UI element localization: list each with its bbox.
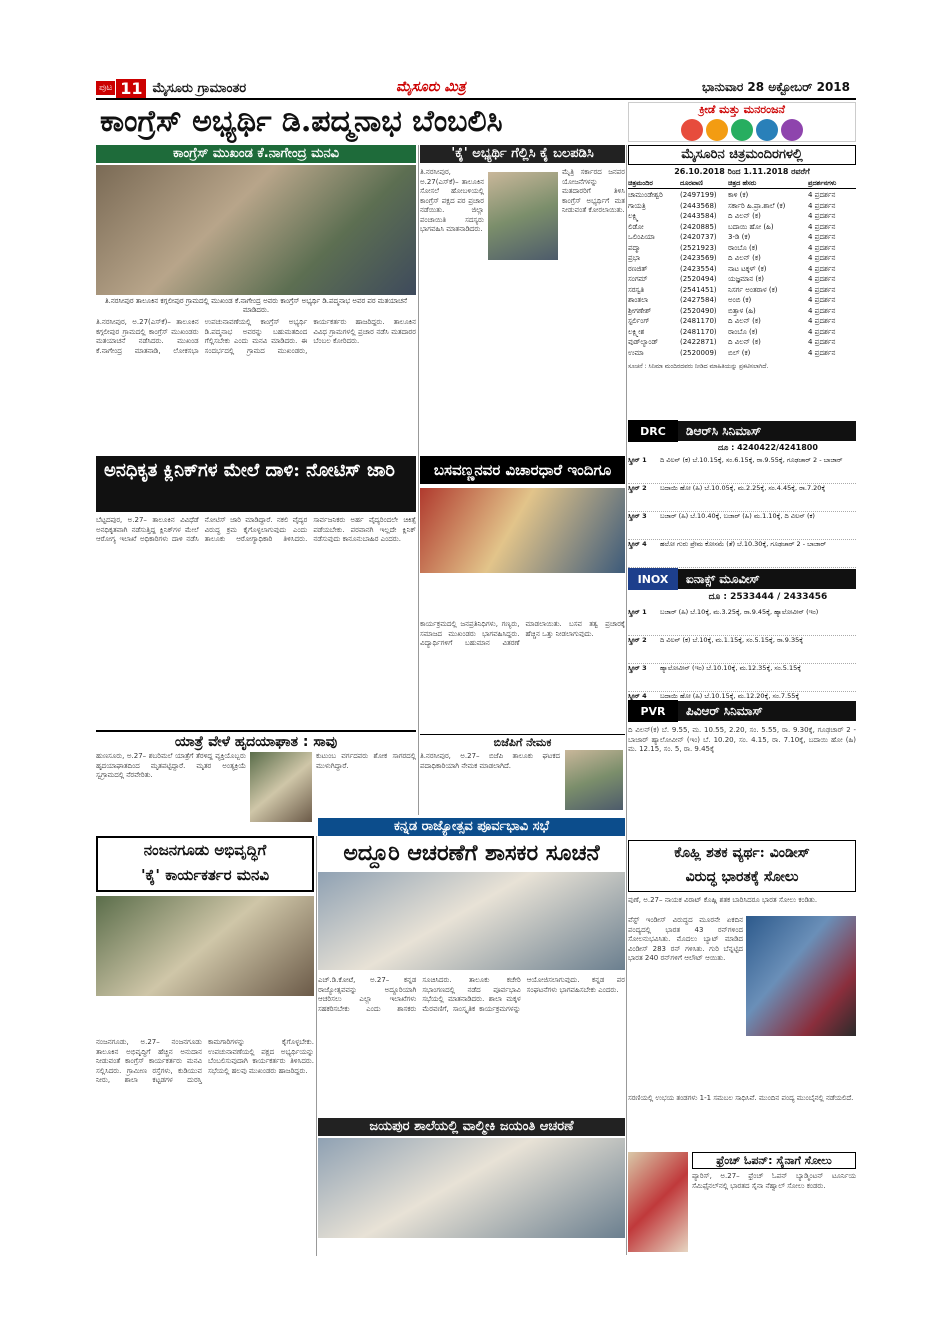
cinema-name: ಸಂಗಮ್ [628,275,648,283]
clinic-headline: ಅನಧಿಕೃತ ಕ್ಲಿನಿಕ್‌ಗಳ ಮೇಲೆ ದಾಳಿ: ನೋಟಿಸ್ ಜಾರಿ [96,456,416,512]
pvr-showtimes: ದಿ ವಿಲನ್(ಕ) ಬೆ. 9.55, ಮ. 10.55, 2.20, ಸಂ. 5.55, ರಾ. 9.30ಕ್ಕೆ, ಗೂಢಚಾರ್ 2 - ಬಾಜಾರ್ ಹ್ಯಾಲೋವೀನ್ (ಇಂ) ಬೆ. 10.20, ಸಂ. 4.15, ರಾ. 7.10ಕ್ಕೆ, ಬದಾಯಿ ಹೋ (ಹಿ) ಮ. 12.15, ಸಂ. 5, ರಾ. 9.45ಕ್ಕೆ [628,726,856,753]
kohli-photo [746,916,856,1036]
screen-row [628,636,856,664]
inox-header [628,568,856,590]
pvr-header [628,700,856,722]
main-headline: ಕಾಂಗ್ರೆಸ್ ಅಭ್ಯರ್ಥಿ ಡಿ.ಪದ್ಮನಾಭ ಬೆಂಬಲಿಸಿ [100,104,503,139]
story-filler: ಹುಣಸೂರು, ಅ.27– ಶಬರಿಮಲೆ ಯಾತ್ರೆಗೆ ತೆರಳಿದ್ದ ವ್ಯಕ್ತಿಯೊಬ್ಬರು ಹೃದಯಾಘಾತದಿಂದ ಮೃತಪಟ್ಟಿದ್ದಾರೆ. ಮೃತರ ಅಂತ್ಯಕ್ರಿಯೆ ಸ್ವಗ್ರಾಮದಲ್ಲಿ ನೆರವೇರಿತು. [96,752,246,779]
cinema-film: ದಿ ವಿಲನ್ (ಕ) [728,254,761,262]
cinema-name: ಪದ್ಮಾ [628,243,641,252]
cinema-note: ಸೂಚನೆ : ಸಿನಿಮಾ ಮಂದಿರದವರು ನೀಡಿದ ಮಾಹಿತಿಯನ್ನು ಪ್ರಕಟಿಸಲಾಗಿದೆ. [628,363,769,370]
cinema-shows: 4 ಪ್ರದರ್ಶನ [808,327,836,336]
sub-headline-1: ಕಾಂಗ್ರೆಸ್ ಮುಖಂಡ ಕೆ.ನಾಗೇಂದ್ರ ಮನವಿ [96,145,416,163]
saina-headline: ಫ್ರೆಂಚ್ ಓಪನ್: ಸೈನಾಗೆ ಸೋಲು [692,1152,856,1169]
cinema-name: ಶ್ರೀಗಣೇಶ್ [628,306,652,315]
cinema-film: ಬದಾಯಿ ಹೋ (ಹಿ) [728,222,774,231]
cinema-film: ಯಜ್ಞಮಾನ (ಕ) [728,275,765,283]
col-phone: ದೂರವಾಣಿ [680,179,703,187]
cinema-phone: (2420737) [680,233,717,241]
cinema-shows: 4 ಪ್ರದರ್ಶನ [808,243,836,252]
nanjangud-headline [96,836,314,892]
screen-row [628,540,856,568]
screen-showtimes: ದಿ ವಿಲನ್ (ಕ) ಬೆ.10ಕ್ಕೆ, ಮ.1.15ಕ್ಕೆ, ಸಂ.5.15ಕ್ಕೆ, ರಾ.9.35ಕ್ಕೆ [660,636,804,644]
cinema-name: ಲಿಡೋ [628,222,644,231]
lead-photo [96,165,416,295]
pvr-name: ಪಿವಿಆರ್ ಸಿನಿಮಾಸ್ [678,701,856,721]
sport-icon [781,119,803,141]
kohli-title-1: ಕೊಹ್ಲಿ ಶತಕ ವ್ಯರ್ಥ: ವಿಂಡೀಸ್ [674,845,810,861]
sports-icons [629,119,855,141]
cinema-name: ಚಾಮುಂಡೇಶ್ವರಿ [628,191,663,199]
sports-banner-title: ಕ್ರೀಡೆ ಮತ್ತು ಮನರಂಜನೆ [699,103,785,116]
clinic-story-text [96,516,416,726]
page-number-block [96,78,246,98]
nanjangud-story-text-2 [208,1038,314,1258]
cinema-row [628,190,856,201]
screen-label: ಸ್ಕ್ರೀನ್ 2 [628,636,647,644]
cinema-row [628,274,856,285]
basava-headline: ಬಸವಣ್ಣನವರ ವಿಚಾರಧಾರೆ ಇಂದಿಗೂ [420,456,625,484]
cinema-film: ಸರ್ಕಾರಿ ಹಿ.ಪ್ರಾ.ಶಾಲೆ (ಕ) [728,201,786,210]
screen-label: ಸ್ಕ್ರೀನ್ 4 [628,540,647,548]
cinema-title: ಮೈಸೂರಿನ ಚಿತ್ರಮಂದಿರಗಳಲ್ಲಿ [628,145,856,165]
story2-col3 [562,168,625,418]
saina-story-text [692,1172,856,1252]
cinema-row [628,285,856,296]
page-label: ಪುಟ [96,81,115,95]
cinema-phone: (2520009) [680,348,717,357]
cinema-phone: (2521923) [680,243,717,252]
screen-label: ಸ್ಕ್ರೀನ್ 2 [628,484,647,492]
cinema-shows: 4 ಪ್ರದರ್ಶನ [808,201,836,210]
valmiki-photo [318,1138,625,1238]
cinema-shows: 4 ಪ್ರದರ್ಶನ [808,306,836,315]
screen-showtimes: ಬದಾಯಿ ಹೋ (ಹಿ) ಬೆ.10.15ಕ್ಕೆ, ಮ.12.20ಕ್ಕೆ, ಸಂ.7.55ಕ್ಕೆ [660,692,800,700]
drc-screens [628,456,856,568]
nanjangud-title-1: ನಂಜನಗೂಡು ಅಭಿವೃದ್ಧಿಗೆ [143,841,267,859]
screen-label: ಸ್ಕ್ರೀನ್ 1 [628,456,647,464]
screen-showtimes: ಬಜಾರ್ (ಹಿ) ಬೆ.10ಕ್ಕೆ, ಮ.3.25ಕ್ಕೆ, ರಾ.9.45ಕ್ಕೆ, ಹ್ಯಾಲೋವೀನ್ (ಇಂ) [660,608,819,616]
screen-label: ಸ್ಕ್ರೀನ್ 1 [628,608,647,616]
col-shows: ಪ್ರದರ್ಶನಗಳು [808,179,837,187]
story-filler: ಸರಣಿಯಲ್ಲಿ ಉಭಯ ತಂಡಗಳು 1-1 ಸಮಬಲ ಸಾಧಿಸಿವೆ. ಮುಂದಿನ ಪಂದ್ಯ ಮುಂಬೈನಲ್ಲಿ ನಡೆಯಲಿದೆ. [628,1094,854,1102]
sport-icon [756,119,778,141]
drc-header [628,420,856,442]
screen-label: ಸ್ಕ್ರೀನ್ 3 [628,664,647,672]
bjp-photo [565,750,623,810]
story-filler: ಕುಟುಂಬ ವರ್ಗದವರು ಶೋಕ ಸಾಗರದಲ್ಲಿ ಮುಳುಗಿದ್ದಾರೆ. [316,752,416,770]
cinema-phone: (2541451) [680,285,717,294]
cinema-film: 3-ಡಿ (ಕ) [728,233,751,241]
kannada-headline: ಅದ್ದೂರಿ ಆಚರಣೆಗೆ ಶಾಸಕರ ಸೂಚನೆ [343,840,600,866]
column-rule [418,145,419,815]
story2-col1 [420,168,484,418]
cinema-name: ಉಮಾ [628,348,644,357]
lead-photo-caption: ತಿ.ನರಸೀಪುರ ತಾಲೂಕಿನ ಕಗ್ಗಲೀಪುರ ಗ್ರಾಮದಲ್ಲಿ ಮುಖಂಡ ಕೆ.ನಾಗೇಂದ್ರ ಅವರು ಕಾಂಗ್ರೆಸ್ ಅಭ್ಯರ್ಥಿ ಡಿ.ಪದ್ಮನಾಭ ಅವರ ಪರ ಮತಯಾಚನೆ ಮಾಡಿದರು. [104,297,408,314]
valmiki-bar: ಜಯಪುರ ಶಾಲೆಯಲ್ಲಿ ವಾಲ್ಮೀಕಿ ಜಯಂತಿ ಆಚರಣೆ [318,1118,625,1136]
cinema-phone: (2422871) [680,338,717,346]
cinema-name: ಲಕ್ಷ್ಮಿ [628,212,639,220]
basava-story-text-2 [420,620,625,732]
drc-logo: DRC [628,420,678,442]
masthead [96,78,856,100]
screen-row [628,456,856,484]
story-filler: ಬೆಟ್ಟದಪುರ, ಅ.27– ತಾಲೂಕಿನ ವಿವಿಧೆಡೆ ಅನಧಿಕೃತವಾಗಿ ನಡೆಸುತ್ತಿದ್ದ ಕ್ಲಿನಿಕ್‌ಗಳ ಮೇಲೆ ಆರೋಗ್ಯ ಇಲಾಖೆ ಅಧಿಕಾರಿಗಳು ದಾಳಿ ನಡೆಸಿ ನೋಟಿಸ್ ಜಾರಿ ಮಾಡಿದ್ದಾರೆ. ನಕಲಿ ವೈದ್ಯರ ವಿರುದ್ಧ ಕ್ರಮ ಕೈಗೊಳ್ಳಲಾಗುವುದು ಎಂದು ತಾಲೂಕು ಆರೋಗ್ಯಾಧಿಕಾರಿ ತಿಳಿಸಿದರು. ಸಾರ್ವಜನಿಕರು ಅರ್ಹ ವೈದ್ಯರಿಂದಲೇ ಚಿಕಿತ್ಸೆ ಪಡೆಯಬೇಕು. ಪರವಾನಗಿ ಇಲ್ಲದೇ ಕ್ಲಿನಿಕ್ ನಡೆಸುವುದು ಕಾನೂನುಬಾಹಿರ ಎಂದರು. [96,516,416,543]
cinema-film: ದಿ ವಿಲನ್ (ಕ) [728,338,761,346]
story-filler: ಎಚ್.ಡಿ.ಕೋಟೆ, ಅ.27– ಕನ್ನಡ ರಾಜ್ಯೋತ್ಸವವನ್ನು ಅದ್ದೂರಿಯಾಗಿ ಆಚರಿಸಲು ಎಲ್ಲಾ ಇಲಾಖೆಗಳು ಸಹಕರಿಸಬೇಕು ಎಂದು ಶಾಸಕರು ಸೂಚಿಸಿದರು. ತಾಲೂಕು ಕಚೇರಿ ಸಭಾಂಗಣದಲ್ಲಿ ನಡೆದ ಪೂರ್ವಭಾವಿ ಸಭೆಯಲ್ಲಿ ಮಾತನಾಡಿದರು. ಶಾಲಾ ಮಕ್ಕಳ ಮೆರವಣಿಗೆ, ಸಾಂಸ್ಕೃತಿಕ ಕಾರ್ಯಕ್ರಮಗಳನ್ನು ಆಯೋಜಿಸಲಾಗುವುದು. ಕನ್ನಡ ಪರ ಸಂಘಟನೆಗಳು ಭಾಗವಹಿಸಬೇಕು ಎಂದರು. [318,976,625,1013]
issue-date: ಭಾನುವಾರ 28 ಅಕ್ಟೋಬರ್ 2018 [702,80,850,94]
kohli-lead [628,896,856,914]
cinema-phone: (2520490) [680,306,717,315]
cinema-name: ಲಕ್ಷ್ಮೀಶ [628,327,645,336]
inox-logo: INOX [628,568,678,590]
paper-name: ಮೈಸೂರು ಮಿತ್ರ [396,79,466,95]
screen-label: ಸ್ಕ್ರೀನ್ 4 [628,692,647,700]
cinema-phone: (2423569) [680,254,717,262]
cinema-film: ನಾಟ ಟಕ್ಕಳ್ (ಕ) [728,264,767,273]
yatre-story-text [96,752,246,832]
sport-icon [681,119,703,141]
nanjangud-photo [96,896,314,996]
screen-row [628,608,856,636]
screen-label: ಸ್ಕ್ರೀನ್ 3 [628,512,647,520]
cinema-phone: (2423554) [680,264,717,273]
cinema-shows: 4 ಪ್ರದರ್ಶನ [808,348,836,357]
cinema-list [628,190,856,358]
cinema-phone: (2443584) [680,212,717,220]
kohli-story-text [628,916,743,1091]
screen-showtimes: ದಿ ವಿಲನ್ (ಕ) ಬೆ.10.15ಕ್ಕೆ, ಸಂ.6.15ಕ್ಕೆ, ರಾ.9.55ಕ್ಕೆ, ಗೂಢಚಾರ್ 2 - ಬಾಜಾರ್ [660,456,843,464]
column-rule [626,145,627,1255]
cinema-row [628,243,856,254]
saina-photo [628,1152,688,1252]
cinema-film: ಬಿತ್ತಾಳ (ಹಿ) [728,306,756,315]
cinema-row [628,253,856,264]
cinema-dates: 26.10.2018 ರಿಂದ 1.11.2018 ರವರೆಗೆ [674,167,810,176]
column-rule [316,836,317,1256]
cinema-row [628,337,856,348]
cinema-row [628,232,856,243]
cinema-phone: (2520494) [680,275,717,283]
cinema-name: ಪ್ರಭಾ [628,254,641,262]
bjp-story-text [420,752,560,812]
cinema-row [628,264,856,275]
inox-name: ಐನಾಕ್ಸ್ ಮೂವೀಸ್ [678,569,856,589]
cinema-shows: 4 ಪ್ರದರ್ಶನ [808,264,836,273]
col-theatre: ಚಿತ್ರಮಂದಿರ [628,179,653,187]
cinema-film: ರಾಂಬೊ (ಕ) [728,243,758,252]
cinema-name: ಒಲಿಂಪಿಯಾ [628,233,655,241]
cinema-film: ದಿ ವಿಲನ್ (ಕ) [728,317,761,325]
cinema-phone: (2427584) [680,296,717,304]
cinema-phone: (2481170) [680,327,717,336]
page-number: 11 [116,79,146,98]
screen-row [628,664,856,692]
cinema-phone: (2497199) [680,191,717,199]
story-filler: ತಿ.ನರಸೀಪುರ, ಅ.27(ಎಸ್‌ಕೆ)– ತಾಲೂಕಿನ ಸೋಸಲೆ ಹೋಬಳಿಯಲ್ಲಿ ಕಾಂಗ್ರೆಸ್ ಪಕ್ಷದ ಪರ ಪ್ರಚಾರ ನಡೆಯಿತು. ಜಿಲ್ಲಾ ಪಂಚಾಯಿತಿ ಸದಸ್ಯರು ಭಾಗವಹಿಸಿ ಮಾತನಾಡಿದರು. [420,168,484,233]
yatre-headline: ಯಾತ್ರೆ ವೇಳೆ ಹೃದಯಾಘಾತ : ಸಾವು [96,730,416,752]
cinema-row [628,295,856,306]
cinema-shows: 4 ಪ್ರದರ್ಶನ [808,191,836,199]
kannada-story-text [318,976,625,1116]
kannada-photo [318,872,625,970]
cinema-shows: 4 ಪ್ರದರ್ಶನ [808,254,836,262]
pvr-logo: PVR [628,700,678,722]
cinema-shows: 4 ಪ್ರದರ್ಶನ [808,285,836,294]
cinema-row [628,222,856,233]
story-filler: ನಂಜನಗೂಡು, ಅ.27– ನಂಜನಗೂಡು ತಾಲೂಕಿನ ಅಭಿವೃದ್ಧಿಗೆ ಹೆಚ್ಚಿನ ಅನುದಾನ ನೀಡುವಂತೆ ಕಾಂಗ್ರೆಸ್ ಕಾರ್ಯಕರ್ತರು ಮನವಿ ಸಲ್ಲಿಸಿದರು. ಗ್ರಾಮೀಣ ರಸ್ತೆಗಳು, ಕುಡಿಯುವ ನೀರು, ಶಾಲಾ ಕಟ್ಟಡಗಳ ದುರಸ್ತಿ ಕಾಮಗಾರಿಗಳನ್ನು ಕೈಗೊಳ್ಳಬೇಕು. ಉಪಚುನಾವಣೆಯಲ್ಲಿ ಪಕ್ಷದ ಅಭ್ಯರ್ಥಿಯನ್ನು ಬೆಂಬಲಿಸುವುದಾಗಿ ಕಾರ್ಯಕರ್ತರು ತಿಳಿಸಿದರು. ಸಭೆಯಲ್ಲಿ ಹಲವು ಮುಖಂಡರು ಹಾಜರಿದ್ದರು. [96,1038,314,1084]
sub-headline-2: 'ಕೈ' ಅಭ್ಯರ್ಥಿ ಗೆಲ್ಲಿಸಿ ಕೈ ಬಲಪಡಿಸಿ [420,145,625,163]
cinema-row [628,316,856,327]
cinema-phone: (2481170) [680,317,717,325]
cinema-name: ಶಾಂತಲಾ [628,296,649,304]
bjp-headline: ಬಿಜೆಪಿಗೆ ನೇಮಕ [420,734,625,750]
cinema-name: ಸ್ಟರ್ಲಿಂಗ್ [628,317,650,325]
cinema-name: ಗಾಯತ್ರಿ [628,201,646,210]
section-name: ಮೈಸೂರು ಗ್ರಾಮಾಂತರ [152,80,247,96]
candidate-photo [488,172,558,260]
cinema-table-header [628,178,856,189]
cinema-name: ಸರಸ್ವತಿ [628,285,645,294]
lead-story-text [96,318,416,430]
cinema-phone: (2443568) [680,201,717,210]
cinema-shows: 4 ಪ್ರದರ್ಶನ [808,222,836,231]
screen-showtimes: ಹಲೋ ಗುರು ಪ್ರೇಮ ಕೋಸಮೆ (ತೆ) ಬೆ.10.30ಕ್ಕೆ, ಗೂಢಚಾರ್ 2 - ಬಾಜಾರ್ [660,540,827,548]
sport-icon [731,119,753,141]
cinema-film: ದಿ ವಿಲನ್ (ಕ) [728,212,761,220]
cinema-shows: 4 ಪ್ರದರ್ಶನ [808,296,836,304]
cinema-row [628,348,856,359]
cinema-film: ಕಾಳಿ (ಕ) [728,191,749,199]
cinema-shows: 4 ಪ್ರದರ್ಶನ [808,233,836,241]
yatre-photo [250,752,312,822]
drc-phone: ದೂ : 4240422/4241800 [718,443,818,452]
cinema-row [628,211,856,222]
cinema-shows: 4 ಪ್ರದರ್ಶನ [808,212,836,220]
cinema-shows: 4 ಪ್ರದರ್ಶನ [808,338,836,346]
screen-row [628,484,856,512]
cinema-film: ರಾಂಬೊ (ಕ) [728,327,758,336]
cinema-row [628,327,856,338]
cinema-name: ವುಡ್‌ಲ್ಯಾಂಡ್ [628,338,659,346]
col-film: ಚಿತ್ರದ ಹೆಸರು [728,179,757,187]
basava-photo [420,488,625,573]
cinema-name: ರಣಜಿತ್ [628,264,648,273]
kannada-bar: ಕನ್ನಡ ರಾಜ್ಯೋತ್ಸವ ಪೂರ್ವಭಾವಿ ಸಭೆ [318,818,625,836]
kohli-headline [628,840,856,892]
cinema-film: ಬಿಲ್ (ಕ) [728,348,751,357]
drc-name: ಡಿಆರ್‌ಸಿ ಸಿನಿಮಾಸ್ [678,421,856,441]
story-filler: ಮೈತ್ರಿ ಸರ್ಕಾರದ ಜನಪರ ಯೋಜನೆಗಳನ್ನು ಮತದಾರರಿಗೆ ತಿಳಿಸಿ ಕಾಂಗ್ರೆಸ್ ಅಭ್ಯರ್ಥಿಗೆ ಮತ ನೀಡುವಂತೆ ಕೋರಲಾಯಿತು. [562,168,625,214]
story-filler: ವೆಸ್ಟ್ ಇಂಡೀಸ್ ವಿರುದ್ಧದ ಮೂರನೇ ಏಕದಿನ ಪಂದ್ಯದಲ್ಲಿ ಭಾರತ 43 ರನ್‌ಗಳಿಂದ ಸೋಲನುಭವಿಸಿತು. ಮೊದಲು ಬ್ಯಾಟ್ ಮಾಡಿದ ವಿಂಡೀಸ್ 283 ರನ್ ಗಳಿಸಿತು. ಗುರಿ ಬೆನ್ನಟ್ಟಿದ ಭಾರತ 240 ರನ್‌ಗಳಿಗೆ ಆಲೌಟ್ ಆಯಿತು. [628,916,743,962]
cinema-phone: (2420885) [680,222,717,231]
screen-showtimes: ಬಜಾರ್ (ಹಿ) ಬೆ.10.40ಕ್ಕೆ, ಬಜಾರ್ (ಹಿ) ಮ.1.10ಕ್ಕೆ, ದಿ ವಿಲನ್ (ಕ) [660,512,815,520]
nanjangud-title-2: 'ಕೈ' ಕಾರ್ಯಕರ್ತರ ಮನವಿ [140,866,270,884]
screen-row [628,512,856,540]
sport-icon [706,119,728,141]
cinema-film: ನಿಸರ್ಗ ಅಂತರಾಳ (ಕ) [728,285,778,294]
story-filler: ಪ್ಯಾರಿಸ್, ಅ.27– ಫ್ರೆಂಚ್ ಓಪನ್ ಬ್ಯಾಡ್ಮಿಂಟನ್ ಟೂರ್ನಿಯ ಸೆಮಿಫೈನಲ್‌ನಲ್ಲಿ ಭಾರತದ ಸೈನಾ ನೆಹ್ವಾಲ್ ಸೋಲು ಕಂಡರು. [692,1172,856,1190]
kohli-title-2: ವಿರುದ್ಧ ಭಾರತಕ್ಕೆ ಸೋಲು [685,869,799,885]
story-filler: ಪುಣೆ, ಅ.27– ನಾಯಕ ವಿರಾಟ್ ಕೊಹ್ಲಿ ಶತಕ ಬಾರಿಸಿದರೂ ಭಾರತ ಸೋಲು ಕಂಡಿತು. [628,896,818,904]
cinema-shows: 4 ಪ್ರದರ್ಶನ [808,317,836,325]
story-filler: ಕಾರ್ಯಕ್ರಮದಲ್ಲಿ ಜನಪ್ರತಿನಿಧಿಗಳು, ಗಣ್ಯರು, ಸಮಾಜದ ಮುಖಂಡರು ಭಾಗವಹಿಸಿದ್ದರು. ವಿದ್ಯಾರ್ಥಿಗಳಿಗೆ ಬಹುಮಾನ ವಿತರಣೆ ಮಾಡಲಾಯಿತು. ಬಸವ ತತ್ವ ಪ್ರಚಾರಕ್ಕೆ ಹೆಚ್ಚಿನ ಒತ್ತು ನೀಡಲಾಗುವುದು. [420,620,625,647]
cinema-row [628,201,856,212]
screen-showtimes: ಬದಾಯಿ ಹೋ (ಹಿ) ಬೆ.10.05ಕ್ಕೆ, ಮ.2.25ಕ್ಕೆ, ಸಂ.4.45ಕ್ಕೆ, ರಾ.7.20ಕ್ಕೆ [660,484,826,492]
story-filler: ತಿ.ನರಸೀಪುರ, ಅ.27– ಬಿಜೆಪಿ ತಾಲೂಕು ಘಟಕದ ಪದಾಧಿಕಾರಿಯಾಗಿ ನೇಮಕ ಮಾಡಲಾಗಿದೆ. [420,752,560,770]
cinema-film: ಅಂಬಿ (ಕ) [728,296,752,304]
cinema-shows: 4 ಪ್ರದರ್ಶನ [808,275,836,283]
inox-phone: ದೂ : 2533444 / 2433456 [708,592,828,602]
cinema-row [628,306,856,317]
screen-showtimes: ಹ್ಯಾಲೋವೀನ್ (ಇಂ) ಬೆ.10.10ಕ್ಕೆ, ಮ.12.35ಕ್ಕೆ, ಸಂ.5.15ಕ್ಕೆ [660,664,802,672]
story-filler: ತಿ.ನರಸೀಪುರ, ಅ.27(ಎಸ್‌ಕೆ)– ತಾಲೂಕಿನ ಕಗ್ಗಲೀಪುರ ಗ್ರಾಮದಲ್ಲಿ ಕಾಂಗ್ರೆಸ್ ಮುಖಂಡರು ಮತಯಾಚನೆ ನಡೆಸಿದರು. ಮುಖಂಡ ಕೆ.ನಾಗೇಂದ್ರ ಮಾತನಾಡಿ, ಲೋಕಸಭಾ ಉಪಚುನಾವಣೆಯಲ್ಲಿ ಕಾಂಗ್ರೆಸ್ ಅಭ್ಯರ್ಥಿ ಡಿ.ಪದ್ಮನಾಭ ಅವರನ್ನು ಬಹುಮತದಿಂದ ಗೆಲ್ಲಿಸಬೇಕು ಎಂದು ಮನವಿ ಮಾಡಿದರು. ಈ ಸಂದರ್ಭದಲ್ಲಿ ಗ್ರಾಮದ ಮುಖಂಡರು, ಕಾರ್ಯಕರ್ತರು ಹಾಜರಿದ್ದರು. ತಾಲೂಕಿನ ವಿವಿಧ ಗ್ರಾಮಗಳಲ್ಲಿ ಪ್ರಚಾರ ನಡೆಸಿ ಮತದಾರರ ಬೆಂಬಲ ಕೋರಿದರು. [96,318,416,355]
sports-banner [628,102,856,142]
kohli-story-text-2 [628,1094,856,1148]
